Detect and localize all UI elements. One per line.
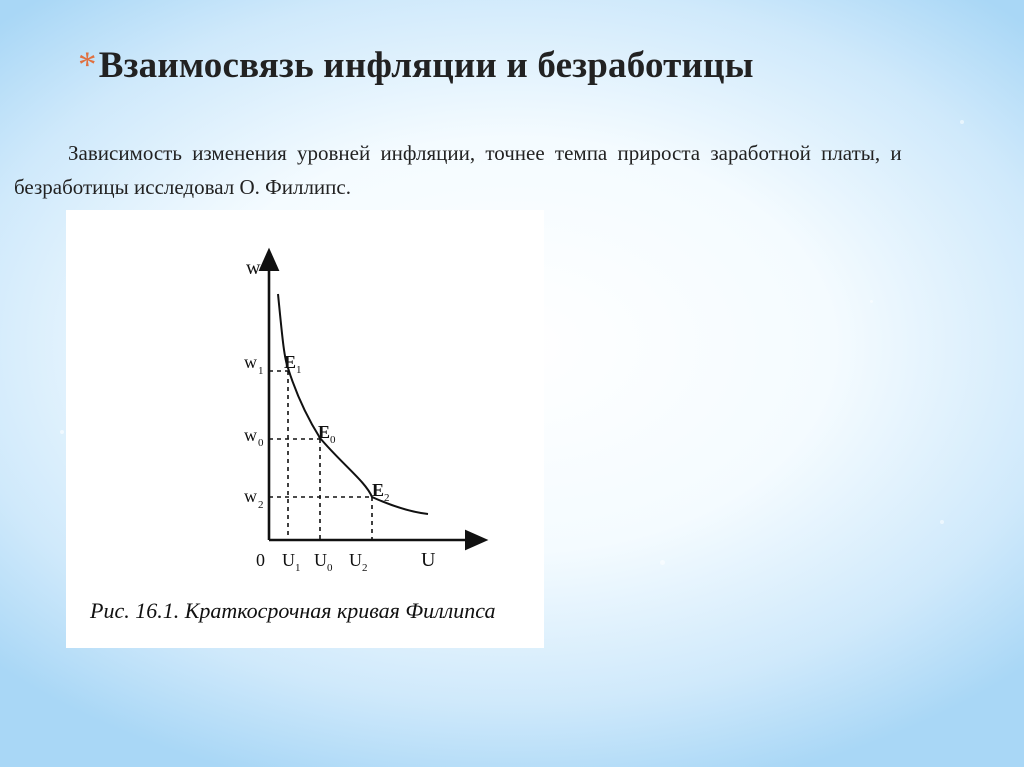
slide-title	[78, 44, 754, 87]
x-tick-u0: U	[314, 550, 327, 570]
y-tick-w1-sub: 1	[258, 365, 264, 377]
y-tick-w0-sub: 0	[258, 437, 264, 449]
background-dot	[60, 430, 64, 434]
figure-caption: Рис. 16.1. Краткосрочная кривая Филлипса	[90, 598, 496, 623]
background-dot	[960, 120, 964, 124]
point-e1-label: E	[284, 352, 297, 372]
point-e2-label: E	[372, 480, 385, 500]
phillips-curve-figure	[66, 210, 544, 648]
background-dot	[660, 560, 665, 565]
x-tick-u2: U	[349, 550, 362, 570]
y-tick-w0: w	[244, 425, 257, 445]
phillips-curve-chart	[66, 210, 544, 648]
x-tick-u1: U	[282, 550, 295, 570]
x-tick-u0-sub: 0	[327, 562, 333, 574]
y-axis-label: w	[246, 257, 261, 279]
x-tick-u2-sub: 2	[362, 562, 368, 574]
y-tick-w2-sub: 2	[258, 499, 264, 511]
description-line-1: Зависимость изменения уровней инфляции, точнее темпа прироста заработной платы, и	[68, 141, 902, 165]
phillips-curve-line	[278, 294, 428, 514]
point-e2-sub: 2	[384, 492, 390, 504]
origin-label: 0	[256, 550, 265, 570]
background-dot	[940, 520, 944, 524]
point-e1-sub: 1	[296, 364, 302, 376]
slide-title-text: Взаимосвязь инфляции и безработицы	[98, 45, 754, 86]
x-axis-label: U	[421, 549, 436, 571]
point-e0-sub: 0	[330, 434, 336, 446]
point-e0-label: E	[318, 422, 331, 442]
title-star-marker: *	[78, 45, 97, 86]
y-tick-w2: w	[244, 486, 257, 506]
slide-description	[14, 136, 1020, 204]
y-tick-w1: w	[244, 352, 257, 372]
background-dot	[870, 300, 873, 303]
x-tick-u1-sub: 1	[295, 562, 301, 574]
description-line-2: безработицы исследовал О. Филлипс.	[14, 175, 351, 199]
